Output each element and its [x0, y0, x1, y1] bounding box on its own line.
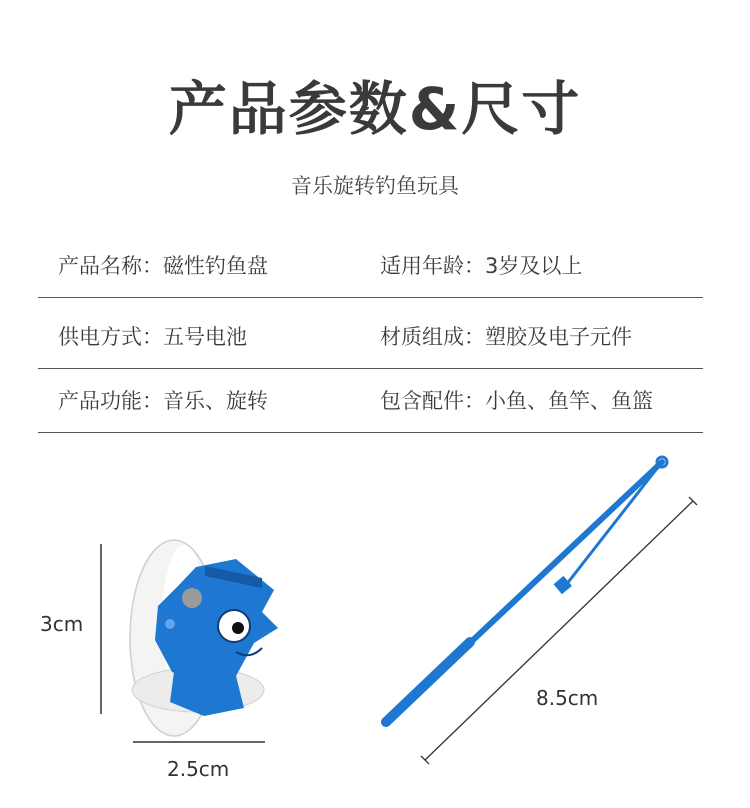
fish-width-label: 2.5cm — [167, 757, 230, 781]
length-dimension-line — [425, 501, 693, 760]
spec-product-name: 产品名称：磁性钓鱼盘 — [58, 254, 268, 278]
fish-toy-image — [130, 540, 278, 736]
spec-function: 产品功能：音乐、旋转 — [58, 389, 268, 413]
spec-material: 材质组成：塑胶及电子元件 — [380, 325, 632, 349]
fishing-rod-image — [386, 457, 667, 722]
spec-power: 供电方式：五号电池 — [58, 325, 247, 349]
rod-length-label: 8.5cm — [536, 686, 599, 710]
spec-accessories: 包含配件：小鱼、鱼竿、鱼篮 — [380, 389, 653, 413]
page-title: 产品参数&尺寸 — [168, 75, 582, 143]
spec-age: 适用年龄：3岁及以上 — [380, 254, 583, 278]
fish-height-label: 3cm — [40, 612, 84, 636]
product-name: 音乐旋转钓鱼玩具 — [291, 174, 459, 198]
